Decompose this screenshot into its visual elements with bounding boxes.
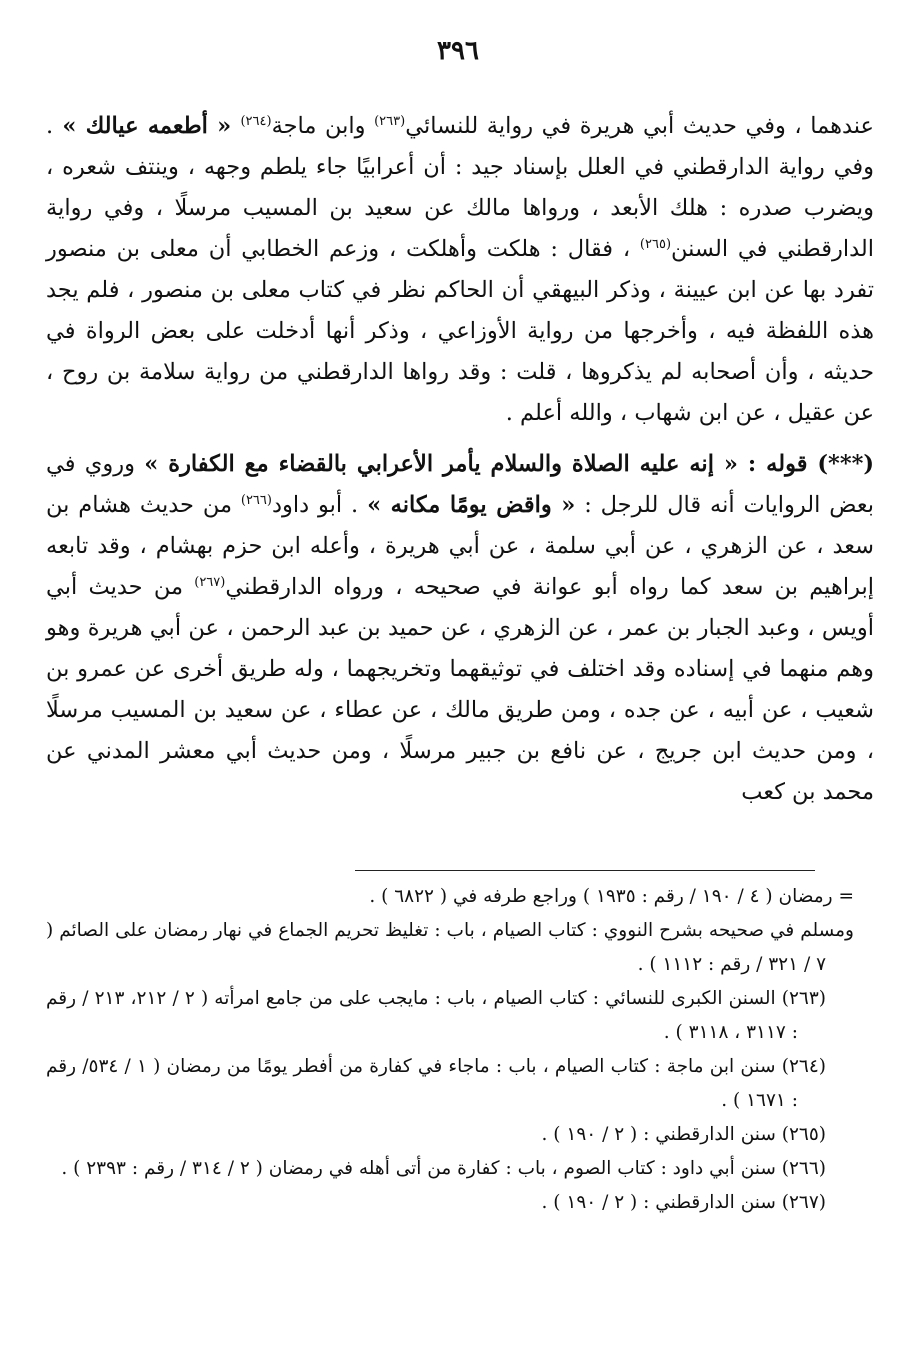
footnote-ref-264: (٢٦٤) [240, 114, 272, 129]
footnote-continuation: ومسلم في صحيحه بشرح النووي : كتاب الصيام ، باب : تغليظ تحريم الجماع في نهار رمضان على الصائم ( ٧ / ٣٢١ / رقم : ١١١٢ ) . [46, 920, 854, 975]
footnote-divider [355, 870, 815, 871]
footnote-ref-265: (٢٦٥) [639, 237, 672, 252]
footnote-ref-267: (٢٦٧) [194, 575, 226, 590]
footnote-265: (٢٦٥) سنن الدارقطني : ( ٢ / ١٩٠ ) . [541, 1124, 826, 1145]
footnote-267: (٢٦٧) سنن الدارقطني : ( ٢ / ١٩٠ ) . [541, 1192, 826, 1213]
footnote-continuation: = رمضان ( ٤ / ١٩٠ / رقم : ١٩٣٥ ) وراجع طرفه في ( ٦٨٢٢ ) . [369, 886, 854, 907]
section-heading: (***) قوله : « إنه عليه الصلاة والسلام يأمر الأعرابي بالقضاء مع الكفارة » [144, 451, 874, 477]
main-text [46, 106, 874, 813]
footnote-266: (٢٦٦) سنن أبي داود : كتاب الصوم ، باب : كفارة من أتى أهله في رمضان ( ٢ / ٣١٤ / رقم : ٢٣٩٣ ) . [61, 1158, 826, 1179]
footnote-ref-263: (٢٦٣) [374, 114, 406, 129]
text-segment: وابن ماجة [271, 113, 375, 139]
text-segment: من حديث أبي أويس ، وعبد الجبار بن عمر ، عن الزهري ، عن حميد بن عبد الرحمن ، عن أبي هريرة وهو وهم منهما في إسناده وقد اختلف في توثيقهما وتخريجهما ، وله طريق أخرى عن عمرو بن شعيب ، عن أبيه ، عن جده ، ومن طريق مالك ، عن عطاء ، عن سعيد بن المسيب مرسلًا ، ومن حديث ابن جريج ، عن نافع بن جبير مرسلًا ، ومن حديث أبي معشر المدني عن محمد بن كعب [46, 574, 874, 805]
text-segment: . أبو داود [271, 492, 368, 518]
hadith-quote: « واقض يومًا مكانه » [367, 492, 576, 518]
hadith-quote: « أطعمه عيالك » [53, 113, 241, 139]
footnotes [46, 880, 854, 1220]
text-segment: وروي في بعض الروايات أنه قال للرجل : [46, 451, 874, 518]
text-segment: . وفي رواية الدارقطني في العلل بإسناد جيد : أن أعرابيًا جاء يلطم وجهه ، وينتف شعره ، ويضرب صدره : هلك الأبعد ، ورواها مالك عن سعيد بن المسيب مرسلًا ، وفي رواية الدارقطني في السنن [46, 113, 874, 262]
footnote-ref-266: (٢٦٦) [240, 493, 272, 508]
footnote-263: (٢٦٣) السنن الكبرى للنسائي : كتاب الصيام ، باب : مايجب على من جامع امرأته ( ٢ / ٢١٢، ٢١٣ / رقم : ٣١١٧ ، ٣١١٨ ) . [46, 988, 827, 1043]
footnote-264: (٢٦٤) سنن ابن ماجة : كتاب الصيام ، باب : ماجاء في كفارة من أفطر يومًا من رمضان ( ١ / ٥٣٤/ رقم : ١٦٧١ ) . [46, 1056, 826, 1111]
text-segment: من حديث هشام بن سعد ، عن الزهري ، عن أبي سلمة ، عن أبي هريرة ، وأعله ابن حزم بهشام ، وقد تابعه إبراهيم بن سعد كما رواه أبو عوانة في صحيحه ، ورواه الدارقطني [46, 492, 875, 600]
text-segment: ، فقال : هلكت وأهلكت ، وزعم الخطابي أن معلى بن منصور تفرد بها عن ابن عيينة ، وذكر البيهقي أن الحاكم نظر في كتاب معلى بن منصور ، فلم يجد هذه اللفظة فيه ، وأخرجها من رواية الأوزاعي ، وذكر أنها أدخلت على بعض الرواة في حديثه ، وأن أصحابه لم يذكروها ، قلت : وقد رواها الدارقطني من رواية سلامة بن روح ، عن عقيل ، عن ابن شهاب ، والله أعلم . [46, 236, 874, 426]
page-number: ٣٩٦ [437, 36, 479, 66]
paragraph-2 [46, 444, 874, 813]
paragraph-1 [46, 106, 874, 434]
text-segment: عندهما ، وفي حديث أبي هريرة في رواية للنسائي [405, 113, 874, 139]
